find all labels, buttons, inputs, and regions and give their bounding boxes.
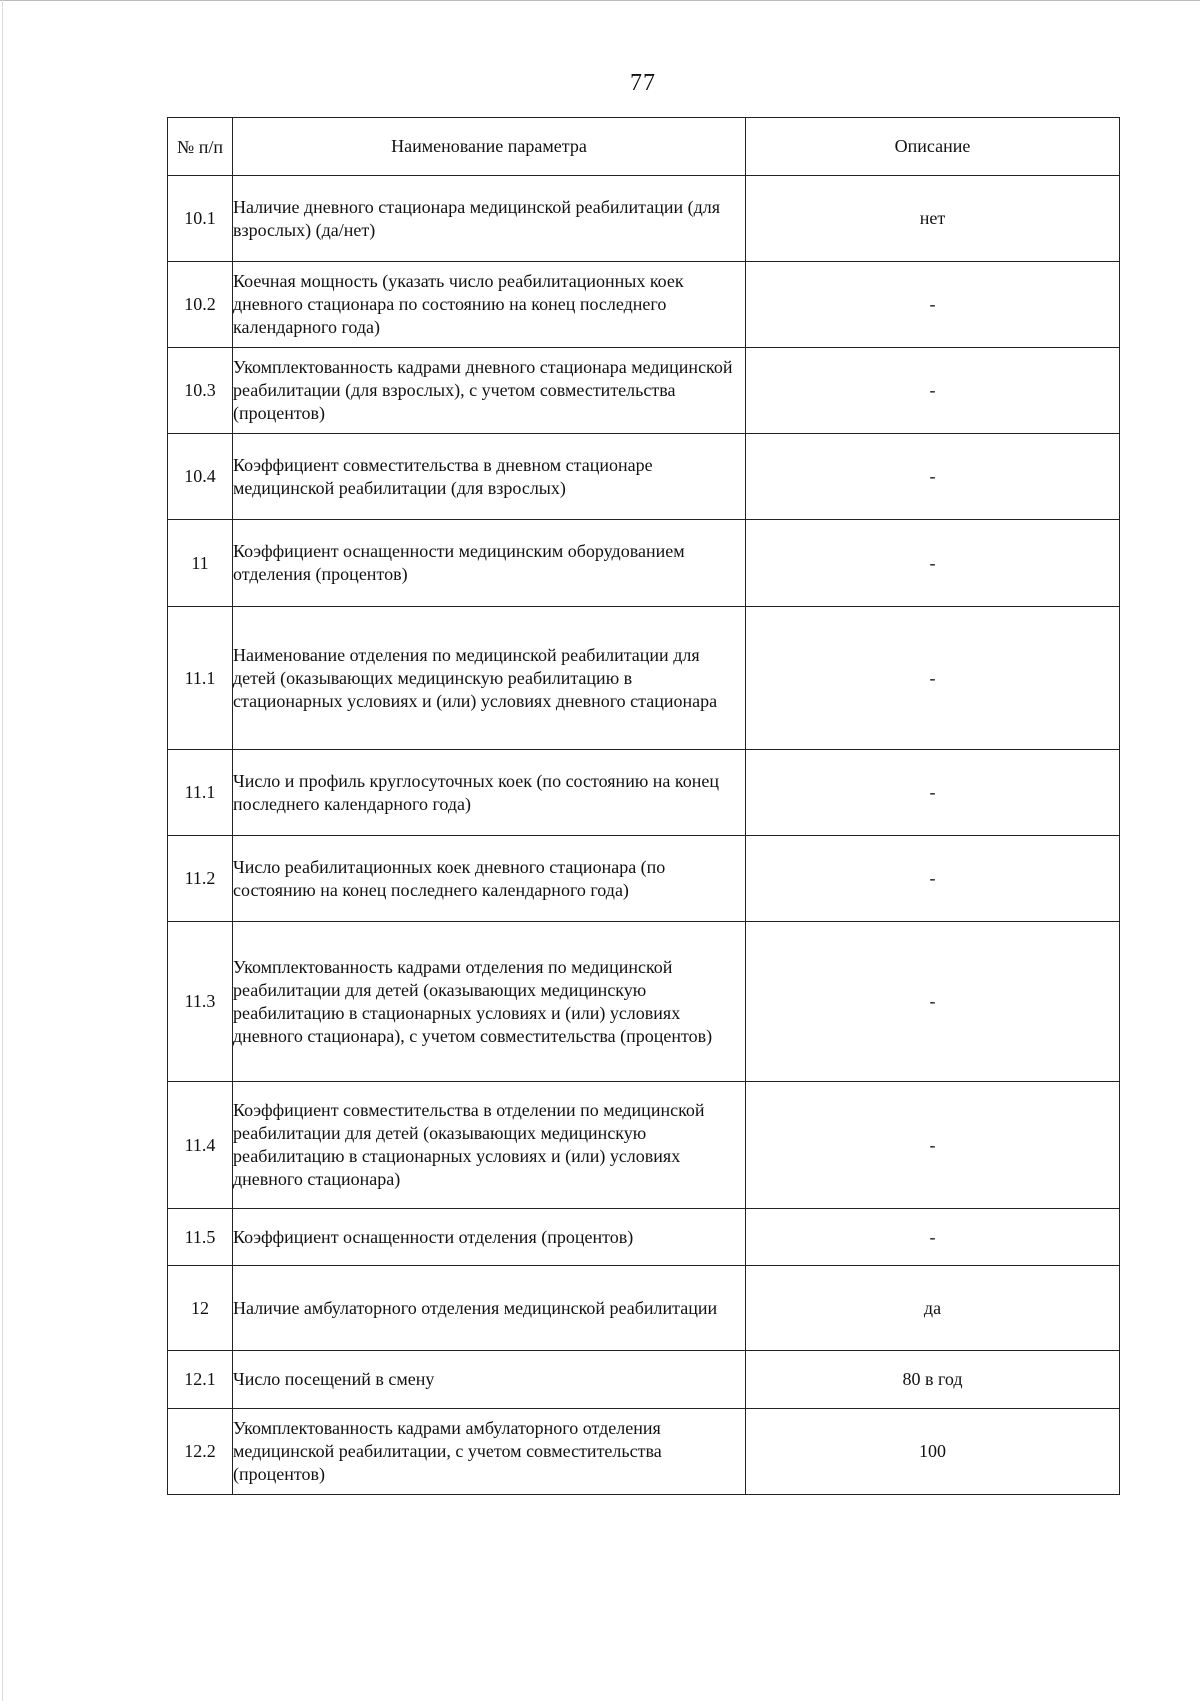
header-parameter-name: Наименование параметра [233,118,746,176]
header-number: № п/п [168,118,233,176]
row-number: 12 [168,1266,233,1351]
table-row [168,607,1120,750]
row-number: 11.5 [168,1209,233,1266]
table-row [168,1209,1120,1266]
table-row [168,922,1120,1082]
row-parameter: Наличие дневного стационара медицинской реабилитации (для взрослых) (да/нет) [233,176,746,262]
table-row [168,1266,1120,1351]
row-parameter: Число реабилитационных коек дневного стационара (по состоянию на конец последнего календарного года) [233,836,746,922]
header-description: Описание [746,118,1120,176]
row-parameter: Коэффициент оснащенности отделения (процентов) [233,1209,746,1266]
parameters-table [167,117,1120,1495]
row-parameter: Наличие амбулаторного отделения медицинской реабилитации [233,1266,746,1351]
table-row [168,348,1120,434]
row-number: 11.3 [168,922,233,1082]
row-number: 11.2 [168,836,233,922]
table-row [168,750,1120,836]
row-parameter: Укомплектованность кадрами дневного стационара медицинской реабилитации (для взрослых), с учетом совместительства (процентов) [233,348,746,434]
row-parameter: Укомплектованность кадрами амбулаторного отделения медицинской реабилитации, с учетом совместительства (процентов) [233,1409,746,1495]
row-parameter: Наименование отделения по медицинской реабилитации для детей (оказывающих медицинскую реабилитацию в стационарных условиях и (или) условиях дневного стационара [233,607,746,750]
row-description: - [746,1082,1120,1209]
row-description: - [746,750,1120,836]
page-number: 77 [630,70,656,96]
table-row [168,1351,1120,1409]
row-parameter: Коечная мощность (указать число реабилитационных коек дневного стационара по состоянию на конец последнего календарного года) [233,262,746,348]
table-row [168,262,1120,348]
row-number: 11.4 [168,1082,233,1209]
row-description: - [746,836,1120,922]
table-row [168,836,1120,922]
row-description: 80 в год [746,1351,1120,1409]
row-number: 11.1 [168,750,233,836]
row-parameter: Число посещений в смену [233,1351,746,1409]
table-header-row [168,118,1120,176]
row-number: 11 [168,520,233,607]
row-description: - [746,607,1120,750]
table-row [168,434,1120,520]
row-number: 10.3 [168,348,233,434]
row-description: нет [746,176,1120,262]
scan-edge-left [2,0,3,1701]
row-number: 10.1 [168,176,233,262]
row-parameter: Коэффициент совместительства в дневном стационаре медицинской реабилитации (для взрослых) [233,434,746,520]
row-number: 10.2 [168,262,233,348]
row-parameter: Коэффициент оснащенности медицинским оборудованием отделения (процентов) [233,520,746,607]
table-row [168,1409,1120,1495]
table-row [168,176,1120,262]
row-description: - [746,262,1120,348]
row-description: 100 [746,1409,1120,1495]
row-parameter: Коэффициент совместительства в отделении по медицинской реабилитации для детей (оказывающих медицинскую реабилитацию в стационарных условиях и (или) условиях дневного стационара) [233,1082,746,1209]
scan-edge-top [0,0,1200,5]
table-row [168,520,1120,607]
row-description: да [746,1266,1120,1351]
row-number: 11.1 [168,607,233,750]
row-description: - [746,922,1120,1082]
row-parameter: Число и профиль круглосуточных коек (по состоянию на конец последнего календарного года) [233,750,746,836]
table-row [168,1082,1120,1209]
row-description: - [746,520,1120,607]
row-description: - [746,348,1120,434]
row-number: 12.2 [168,1409,233,1495]
row-number: 10.4 [168,434,233,520]
row-number: 12.1 [168,1351,233,1409]
row-description: - [746,434,1120,520]
row-parameter: Укомплектованность кадрами отделения по медицинской реабилитации для детей (оказывающих медицинскую реабилитацию в стационарных условиях и (или) условиях дневного стационара), с учетом совместительства (процентов) [233,922,746,1082]
row-description: - [746,1209,1120,1266]
